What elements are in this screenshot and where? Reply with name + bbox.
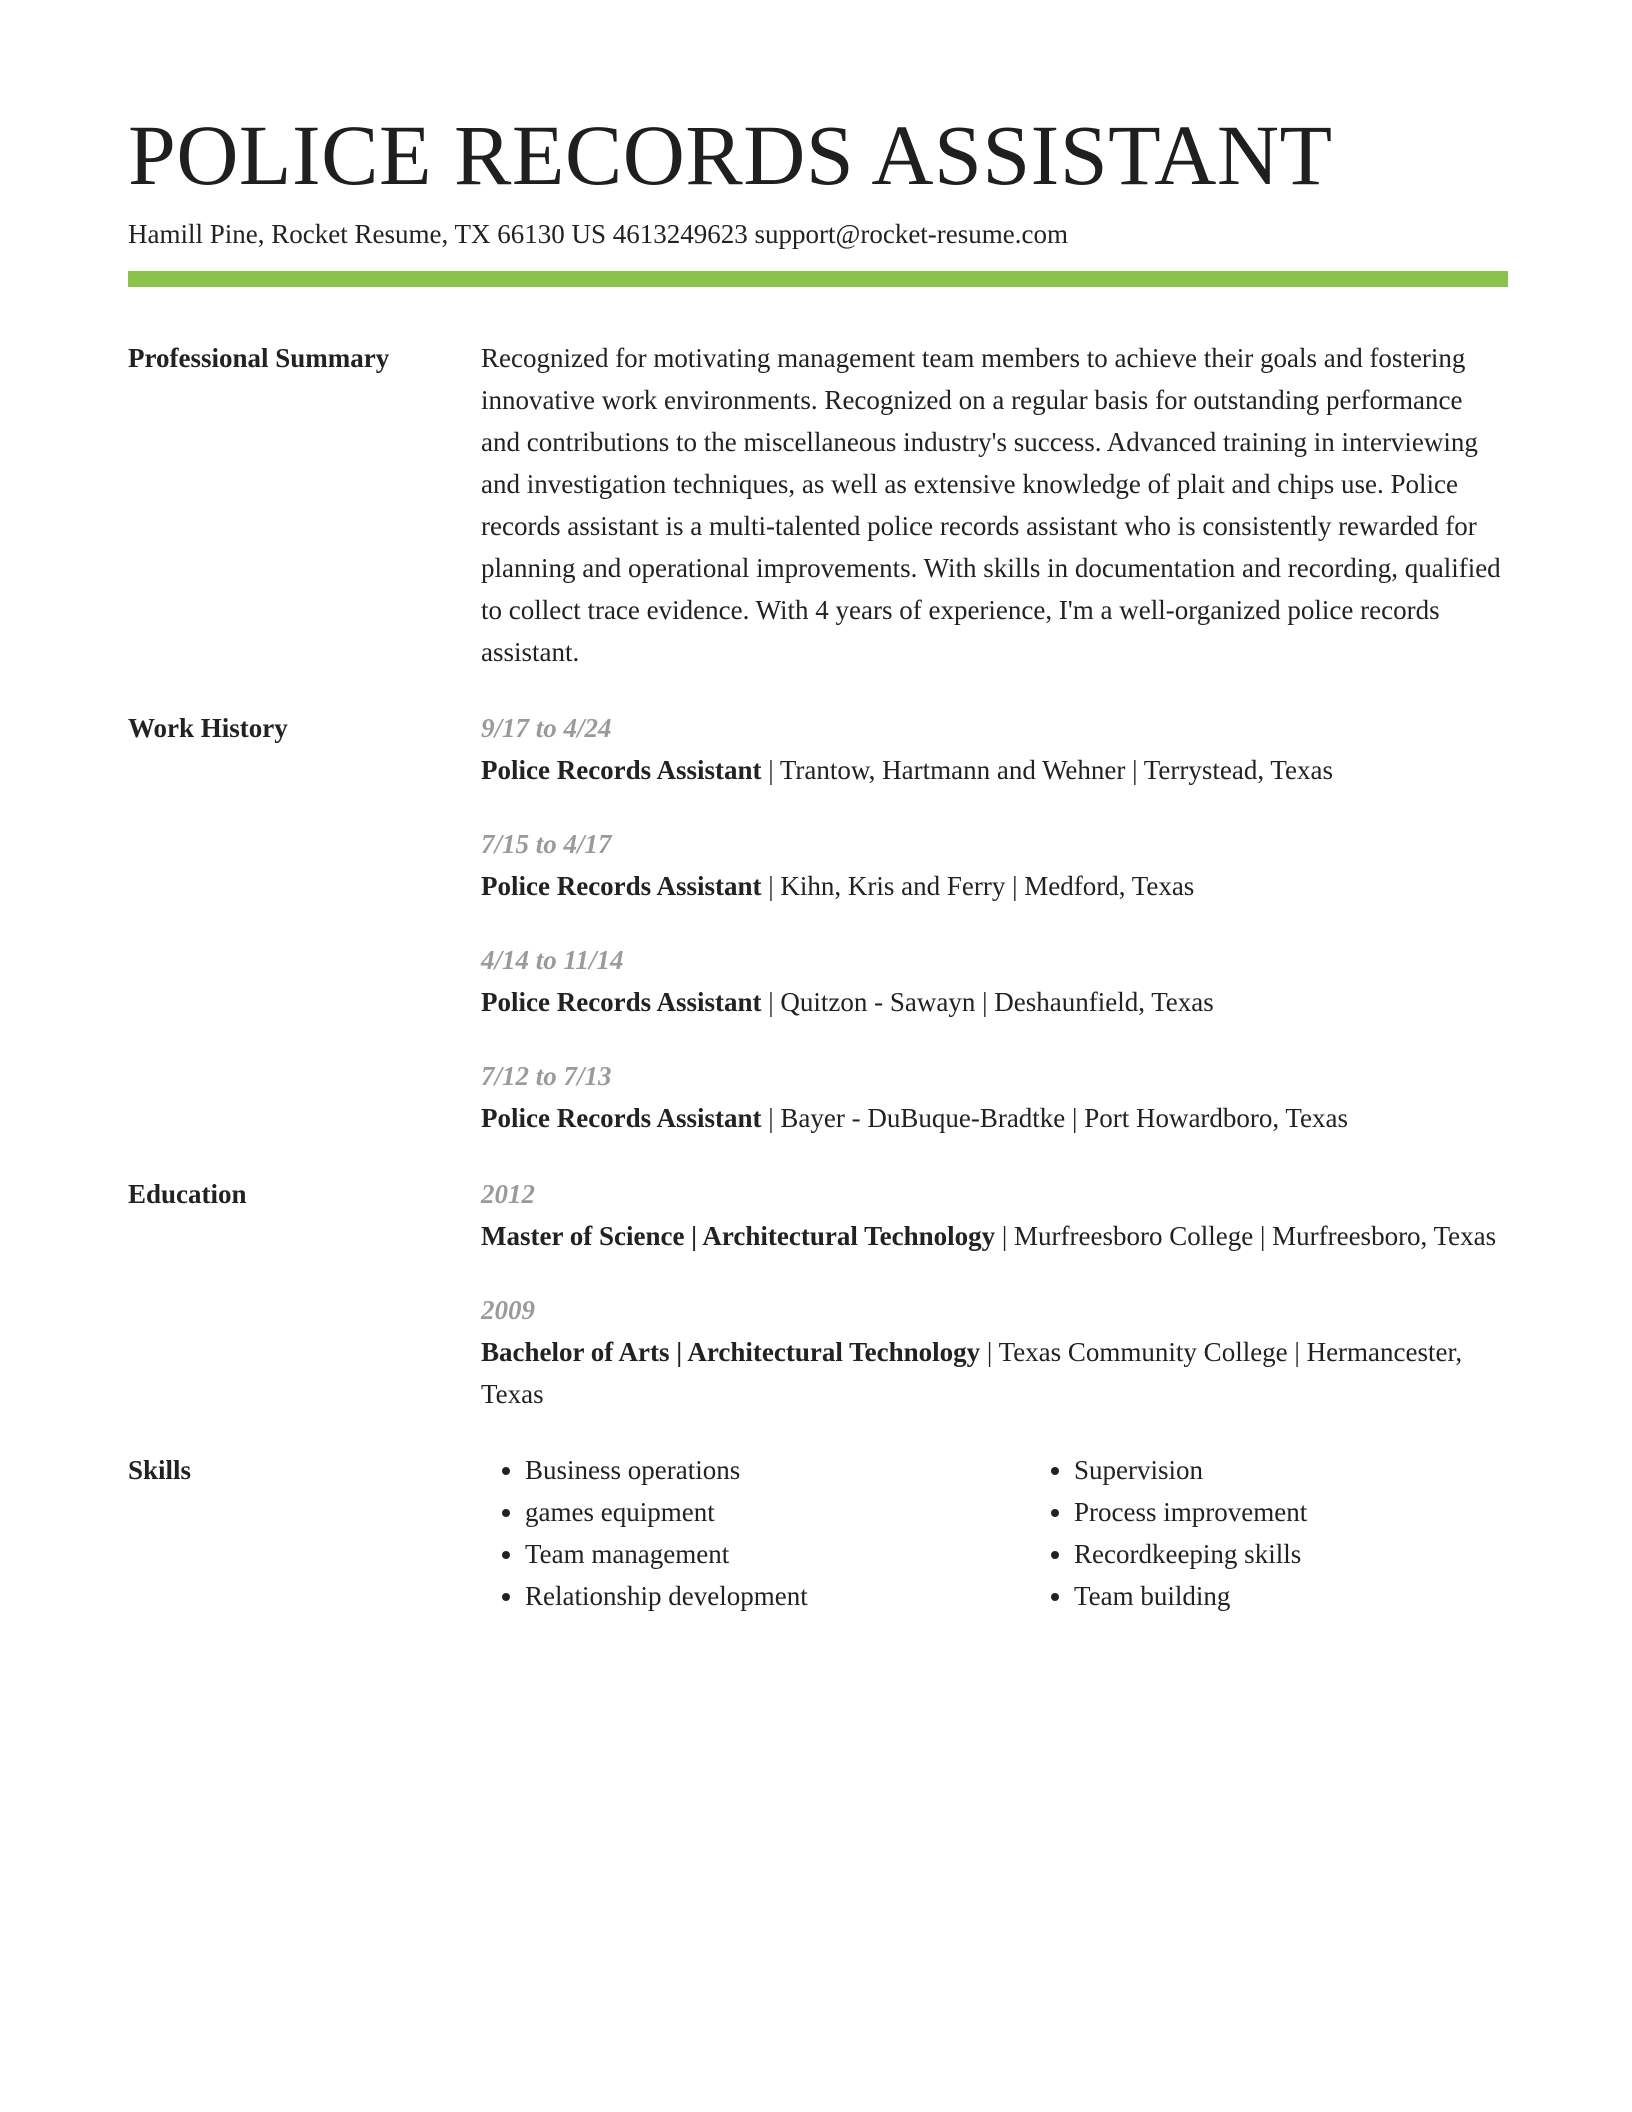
skill-item: • Team building: [1074, 1575, 1579, 1617]
work-entry-line: [481, 981, 1508, 1023]
contact-line: [128, 218, 1508, 250]
education-degree: Master of Science | Architectural Technology: [481, 1220, 996, 1251]
work-entry: [481, 823, 1508, 907]
education-degree: Bachelor of Arts | Architectural Technology: [481, 1336, 981, 1367]
summary-section: [128, 337, 1508, 673]
skill-item: • Process improvement: [1074, 1491, 1579, 1533]
skill-item: • Team management: [525, 1533, 1030, 1575]
work-entry-title: Police Records Assistant: [481, 754, 762, 785]
work-entry-dates: 7/12 to 7/13: [481, 1060, 612, 1091]
education-details: | Texas Community College | Hermancester, Texas: [481, 1336, 1463, 1409]
work-entry-line: [481, 865, 1508, 907]
work-entry-details: | Quitzon - Sawayn | Deshaunfield, Texas: [761, 986, 1214, 1017]
work-entry-dates: 7/15 to 4/17: [481, 828, 612, 859]
work-history-section: [128, 707, 1508, 1139]
education-line: [481, 1331, 1508, 1415]
summary-body: [481, 337, 1508, 673]
education-section: [128, 1173, 1508, 1415]
education-entry: [481, 1289, 1508, 1415]
skill-item: • Recordkeeping skills: [1074, 1533, 1579, 1575]
work-entry-details: | Kihn, Kris and Ferry | Medford, Texas: [761, 870, 1195, 901]
section-label-summary: Professional Summary: [128, 342, 390, 373]
contact-email: support@rocket-resume.com: [754, 219, 1069, 250]
work-entry-details: | Bayer - DuBuque-Bradtke | Port Howardboro, Texas: [761, 1102, 1349, 1133]
work-entry-title: Police Records Assistant: [481, 1102, 762, 1133]
skill-item: • Supervision: [1074, 1449, 1579, 1491]
work-entry-dates: 9/17 to 4/24: [481, 712, 612, 743]
education-year: 2012: [481, 1178, 535, 1209]
work-entry: [481, 707, 1508, 791]
skills-body: [481, 1449, 1579, 1617]
section-label-work-history: Work History: [128, 712, 288, 743]
work-history-body: [481, 707, 1508, 1139]
education-details: | Murfreesboro College | Murfreesboro, Texas: [995, 1220, 1497, 1251]
section-label-skills: Skills: [128, 1454, 192, 1485]
contact-phone: 4613249623: [612, 219, 748, 250]
contact-address: Hamill Pine, Rocket Resume, TX 66130 US: [128, 219, 606, 250]
work-entry-dates: 4/14 to 11/14: [481, 944, 624, 975]
work-entry-line: [481, 1097, 1508, 1139]
header-divider: [128, 271, 1508, 287]
skill-item: • games equipment: [525, 1491, 1030, 1533]
section-label-education: Education: [128, 1178, 247, 1209]
work-entry-title: Police Records Assistant: [481, 986, 762, 1017]
skills-list-right: [1030, 1449, 1579, 1617]
work-entry: [481, 1055, 1508, 1139]
work-entry-details: | Trantow, Hartmann and Wehner | Terrystead, Texas: [761, 754, 1333, 785]
education-line: [481, 1215, 1508, 1257]
resume-page: [128, 107, 1508, 1617]
summary-text: Recognized for motivating management team members to achieve their goals and fostering innovative work environments. Recognized on a regular basis for outstanding performance and contributions to the miscellaneous industry's success. Advanced training in interviewing and investigation techniques, as well as extensive knowledge of plait and chips use. Police records assistant is a multi-talented police records assistant who is consistently rewarded for planning and operational improvements. With skills in documentation and recording, qualified to collect trace evidence. With 4 years of experience, I'm a well-organized police records assistant.: [481, 342, 1501, 667]
skills-section: [128, 1449, 1508, 1617]
resume-title: POLICE RECORDS ASSISTANT: [128, 107, 1333, 203]
work-entry-title: Police Records Assistant: [481, 870, 762, 901]
work-entry-line: [481, 749, 1508, 791]
education-entry: [481, 1173, 1508, 1257]
skills-list-left: [481, 1449, 1030, 1617]
education-body: [481, 1173, 1508, 1415]
skill-item: • Business operations: [525, 1449, 1030, 1491]
education-year: 2009: [481, 1294, 535, 1325]
skill-item: • Relationship development: [525, 1575, 1030, 1617]
work-entry: [481, 939, 1508, 1023]
